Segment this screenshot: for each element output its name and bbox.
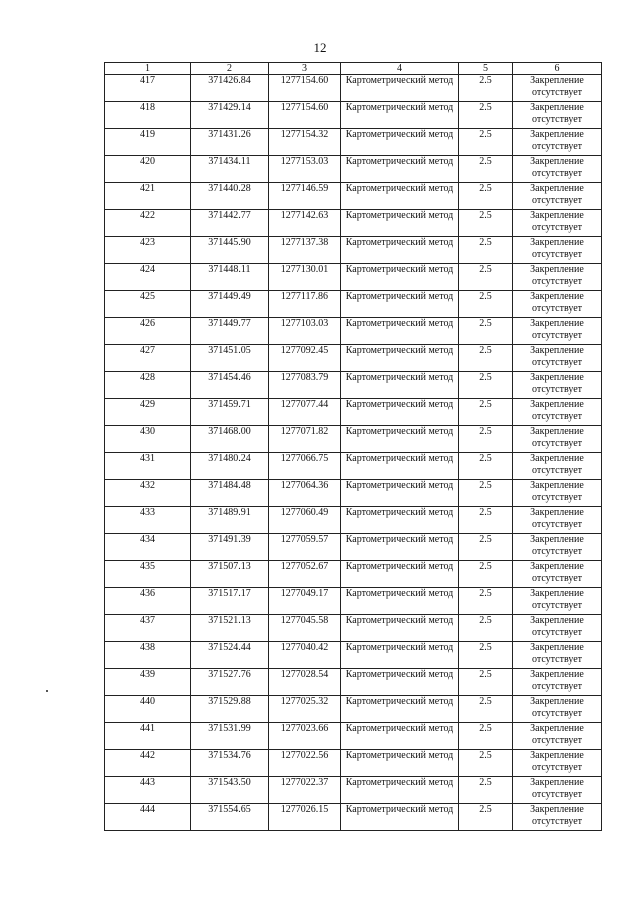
fixing-cell: Закрепление отсутствует <box>513 696 602 723</box>
point-number-cell: 423 <box>105 237 191 264</box>
coordinate-y-cell: 1277092.45 <box>269 345 341 372</box>
table-row <box>105 723 602 750</box>
fixing-cell: Закрепление отсутствует <box>513 426 602 453</box>
point-number-cell: 419 <box>105 129 191 156</box>
fixing-cell: Закрепление отсутствует <box>513 561 602 588</box>
fixing-cell: Закрепление отсутствует <box>513 669 602 696</box>
point-number-cell: 438 <box>105 642 191 669</box>
accuracy-cell: 2.5 <box>459 561 513 588</box>
coordinate-x-cell: 371524.44 <box>191 642 269 669</box>
fixing-cell: Закрепление отсутствует <box>513 615 602 642</box>
point-number-cell: 433 <box>105 507 191 534</box>
point-number-cell: 421 <box>105 183 191 210</box>
fixing-cell: Закрепление отсутствует <box>513 210 602 237</box>
point-number-cell: 430 <box>105 426 191 453</box>
coordinate-x-cell: 371448.11 <box>191 264 269 291</box>
fixing-cell: Закрепление отсутствует <box>513 345 602 372</box>
method-cell: Картометрический метод <box>341 345 459 372</box>
method-cell: Картометрический метод <box>341 777 459 804</box>
method-cell: Картометрический метод <box>341 237 459 264</box>
coordinate-y-cell: 1277025.32 <box>269 696 341 723</box>
point-number-cell: 432 <box>105 480 191 507</box>
point-number-cell: 439 <box>105 669 191 696</box>
point-number-cell: 434 <box>105 534 191 561</box>
coordinate-x-cell: 371489.91 <box>191 507 269 534</box>
table-row <box>105 102 602 129</box>
accuracy-cell: 2.5 <box>459 534 513 561</box>
method-cell: Картометрический метод <box>341 696 459 723</box>
point-number-cell: 435 <box>105 561 191 588</box>
table-row <box>105 777 602 804</box>
accuracy-cell: 2.5 <box>459 804 513 831</box>
coordinate-y-cell: 1277060.49 <box>269 507 341 534</box>
accuracy-cell: 2.5 <box>459 237 513 264</box>
point-number-cell: 441 <box>105 723 191 750</box>
point-number-cell: 420 <box>105 156 191 183</box>
method-cell: Картометрический метод <box>341 480 459 507</box>
table-row <box>105 453 602 480</box>
accuracy-cell: 2.5 <box>459 129 513 156</box>
method-cell: Картометрический метод <box>341 318 459 345</box>
accuracy-cell: 2.5 <box>459 453 513 480</box>
method-cell: Картометрический метод <box>341 534 459 561</box>
coordinate-y-cell: 1277045.58 <box>269 615 341 642</box>
coordinate-y-cell: 1277022.37 <box>269 777 341 804</box>
accuracy-cell: 2.5 <box>459 669 513 696</box>
method-cell: Картометрический метод <box>341 399 459 426</box>
accuracy-cell: 2.5 <box>459 210 513 237</box>
accuracy-cell: 2.5 <box>459 642 513 669</box>
fixing-cell: Закрепление отсутствует <box>513 588 602 615</box>
column-header-2: 2 <box>191 63 269 75</box>
fixing-cell: Закрепление отсутствует <box>513 75 602 102</box>
fixing-cell: Закрепление отсутствует <box>513 723 602 750</box>
coordinate-y-cell: 1277064.36 <box>269 480 341 507</box>
scan-speck <box>46 690 48 692</box>
column-header-6: 6 <box>513 63 602 75</box>
coordinate-y-cell: 1277052.67 <box>269 561 341 588</box>
method-cell: Картометрический метод <box>341 723 459 750</box>
coordinate-x-cell: 371527.76 <box>191 669 269 696</box>
accuracy-cell: 2.5 <box>459 750 513 777</box>
fixing-cell: Закрепление отсутствует <box>513 318 602 345</box>
coordinate-x-cell: 371468.00 <box>191 426 269 453</box>
accuracy-cell: 2.5 <box>459 291 513 318</box>
coordinate-x-cell: 371449.49 <box>191 291 269 318</box>
accuracy-cell: 2.5 <box>459 426 513 453</box>
accuracy-cell: 2.5 <box>459 183 513 210</box>
accuracy-cell: 2.5 <box>459 75 513 102</box>
accuracy-cell: 2.5 <box>459 345 513 372</box>
table-row <box>105 264 602 291</box>
table-row <box>105 669 602 696</box>
fixing-cell: Закрепление отсутствует <box>513 372 602 399</box>
table-row <box>105 480 602 507</box>
accuracy-cell: 2.5 <box>459 399 513 426</box>
coordinates-table <box>104 62 602 831</box>
coordinate-x-cell: 371491.39 <box>191 534 269 561</box>
point-number-cell: 443 <box>105 777 191 804</box>
table-row <box>105 210 602 237</box>
coordinate-y-cell: 1277146.59 <box>269 183 341 210</box>
point-number-cell: 440 <box>105 696 191 723</box>
method-cell: Картометрический метод <box>341 183 459 210</box>
point-number-cell: 436 <box>105 588 191 615</box>
accuracy-cell: 2.5 <box>459 777 513 804</box>
coordinate-y-cell: 1277071.82 <box>269 426 341 453</box>
table-row <box>105 183 602 210</box>
table-row <box>105 129 602 156</box>
point-number-cell: 429 <box>105 399 191 426</box>
accuracy-cell: 2.5 <box>459 480 513 507</box>
coordinate-y-cell: 1277130.01 <box>269 264 341 291</box>
coordinate-y-cell: 1277142.63 <box>269 210 341 237</box>
table-row <box>105 588 602 615</box>
coordinate-x-cell: 371517.17 <box>191 588 269 615</box>
table-row <box>105 615 602 642</box>
method-cell: Картометрический метод <box>341 642 459 669</box>
coordinate-x-cell: 371480.24 <box>191 453 269 480</box>
coordinate-y-cell: 1277154.60 <box>269 75 341 102</box>
coordinate-y-cell: 1277049.17 <box>269 588 341 615</box>
fixing-cell: Закрепление отсутствует <box>513 399 602 426</box>
coordinate-y-cell: 1277059.57 <box>269 534 341 561</box>
coordinate-x-cell: 371429.14 <box>191 102 269 129</box>
fixing-cell: Закрепление отсутствует <box>513 291 602 318</box>
coordinate-y-cell: 1277028.54 <box>269 669 341 696</box>
accuracy-cell: 2.5 <box>459 264 513 291</box>
table-row <box>105 345 602 372</box>
coordinate-y-cell: 1277066.75 <box>269 453 341 480</box>
coordinate-x-cell: 371484.48 <box>191 480 269 507</box>
coordinate-y-cell: 1277137.38 <box>269 237 341 264</box>
table-row <box>105 696 602 723</box>
method-cell: Картометрический метод <box>341 102 459 129</box>
point-number-cell: 426 <box>105 318 191 345</box>
coordinate-x-cell: 371554.65 <box>191 804 269 831</box>
coordinate-x-cell: 371543.50 <box>191 777 269 804</box>
coordinate-x-cell: 371454.46 <box>191 372 269 399</box>
table-row <box>105 399 602 426</box>
table-row <box>105 561 602 588</box>
coordinate-y-cell: 1277154.32 <box>269 129 341 156</box>
table-header-row <box>105 63 602 75</box>
fixing-cell: Закрепление отсутствует <box>513 264 602 291</box>
method-cell: Картометрический метод <box>341 426 459 453</box>
point-number-cell: 431 <box>105 453 191 480</box>
accuracy-cell: 2.5 <box>459 102 513 129</box>
method-cell: Картометрический метод <box>341 264 459 291</box>
coordinate-x-cell: 371531.99 <box>191 723 269 750</box>
coordinate-x-cell: 371521.13 <box>191 615 269 642</box>
table-row <box>105 318 602 345</box>
coordinate-y-cell: 1277026.15 <box>269 804 341 831</box>
coordinate-y-cell: 1277077.44 <box>269 399 341 426</box>
table-row <box>105 372 602 399</box>
table-row <box>105 237 602 264</box>
table-row <box>105 291 602 318</box>
coordinate-x-cell: 371431.26 <box>191 129 269 156</box>
table-row <box>105 426 602 453</box>
coordinate-y-cell: 1277153.03 <box>269 156 341 183</box>
method-cell: Картометрический метод <box>341 210 459 237</box>
accuracy-cell: 2.5 <box>459 615 513 642</box>
method-cell: Картометрический метод <box>341 453 459 480</box>
accuracy-cell: 2.5 <box>459 372 513 399</box>
coordinate-x-cell: 371440.28 <box>191 183 269 210</box>
method-cell: Картометрический метод <box>341 750 459 777</box>
table-row <box>105 534 602 561</box>
fixing-cell: Закрепление отсутствует <box>513 183 602 210</box>
page-number: 12 <box>313 40 327 55</box>
method-cell: Картометрический метод <box>341 291 459 318</box>
coordinate-y-cell: 1277023.66 <box>269 723 341 750</box>
fixing-cell: Закрепление отсутствует <box>513 480 602 507</box>
coordinate-y-cell: 1277022.56 <box>269 750 341 777</box>
column-header-1: 1 <box>105 63 191 75</box>
method-cell: Картометрический метод <box>341 669 459 696</box>
column-header-4: 4 <box>341 63 459 75</box>
point-number-cell: 437 <box>105 615 191 642</box>
fixing-cell: Закрепление отсутствует <box>513 642 602 669</box>
coordinate-x-cell: 371534.76 <box>191 750 269 777</box>
method-cell: Картометрический метод <box>341 588 459 615</box>
coordinate-x-cell: 371426.84 <box>191 75 269 102</box>
method-cell: Картометрический метод <box>341 615 459 642</box>
accuracy-cell: 2.5 <box>459 723 513 750</box>
method-cell: Картометрический метод <box>341 561 459 588</box>
fixing-cell: Закрепление отсутствует <box>513 129 602 156</box>
coordinate-y-cell: 1277154.60 <box>269 102 341 129</box>
coordinate-x-cell: 371445.90 <box>191 237 269 264</box>
method-cell: Картометрический метод <box>341 507 459 534</box>
method-cell: Картометрический метод <box>341 372 459 399</box>
fixing-cell: Закрепление отсутствует <box>513 453 602 480</box>
method-cell: Картометрический метод <box>341 129 459 156</box>
fixing-cell: Закрепление отсутствует <box>513 102 602 129</box>
fixing-cell: Закрепление отсутствует <box>513 507 602 534</box>
column-header-5: 5 <box>459 63 513 75</box>
fixing-cell: Закрепление отсутствует <box>513 156 602 183</box>
accuracy-cell: 2.5 <box>459 696 513 723</box>
table-row <box>105 804 602 831</box>
method-cell: Картометрический метод <box>341 804 459 831</box>
accuracy-cell: 2.5 <box>459 318 513 345</box>
point-number-cell: 425 <box>105 291 191 318</box>
coordinate-x-cell: 371459.71 <box>191 399 269 426</box>
coordinate-y-cell: 1277103.03 <box>269 318 341 345</box>
column-header-3: 3 <box>269 63 341 75</box>
table-row <box>105 75 602 102</box>
method-cell: Картометрический метод <box>341 75 459 102</box>
point-number-cell: 422 <box>105 210 191 237</box>
table-row <box>105 507 602 534</box>
accuracy-cell: 2.5 <box>459 156 513 183</box>
coordinate-x-cell: 371529.88 <box>191 696 269 723</box>
coordinate-y-cell: 1277040.42 <box>269 642 341 669</box>
point-number-cell: 444 <box>105 804 191 831</box>
fixing-cell: Закрепление отсутствует <box>513 777 602 804</box>
coordinate-x-cell: 371449.77 <box>191 318 269 345</box>
point-number-cell: 442 <box>105 750 191 777</box>
table-row <box>105 750 602 777</box>
coordinate-y-cell: 1277117.86 <box>269 291 341 318</box>
fixing-cell: Закрепление отсутствует <box>513 804 602 831</box>
point-number-cell: 424 <box>105 264 191 291</box>
coordinate-y-cell: 1277083.79 <box>269 372 341 399</box>
method-cell: Картометрический метод <box>341 156 459 183</box>
coordinate-x-cell: 371434.11 <box>191 156 269 183</box>
coordinate-x-cell: 371507.13 <box>191 561 269 588</box>
point-number-cell: 418 <box>105 102 191 129</box>
fixing-cell: Закрепление отсутствует <box>513 534 602 561</box>
fixing-cell: Закрепление отсутствует <box>513 237 602 264</box>
fixing-cell: Закрепление отсутствует <box>513 750 602 777</box>
coordinate-x-cell: 371451.05 <box>191 345 269 372</box>
coordinate-x-cell: 371442.77 <box>191 210 269 237</box>
accuracy-cell: 2.5 <box>459 588 513 615</box>
accuracy-cell: 2.5 <box>459 507 513 534</box>
point-number-cell: 427 <box>105 345 191 372</box>
point-number-cell: 428 <box>105 372 191 399</box>
point-number-cell: 417 <box>105 75 191 102</box>
table-row <box>105 156 602 183</box>
table-row <box>105 642 602 669</box>
